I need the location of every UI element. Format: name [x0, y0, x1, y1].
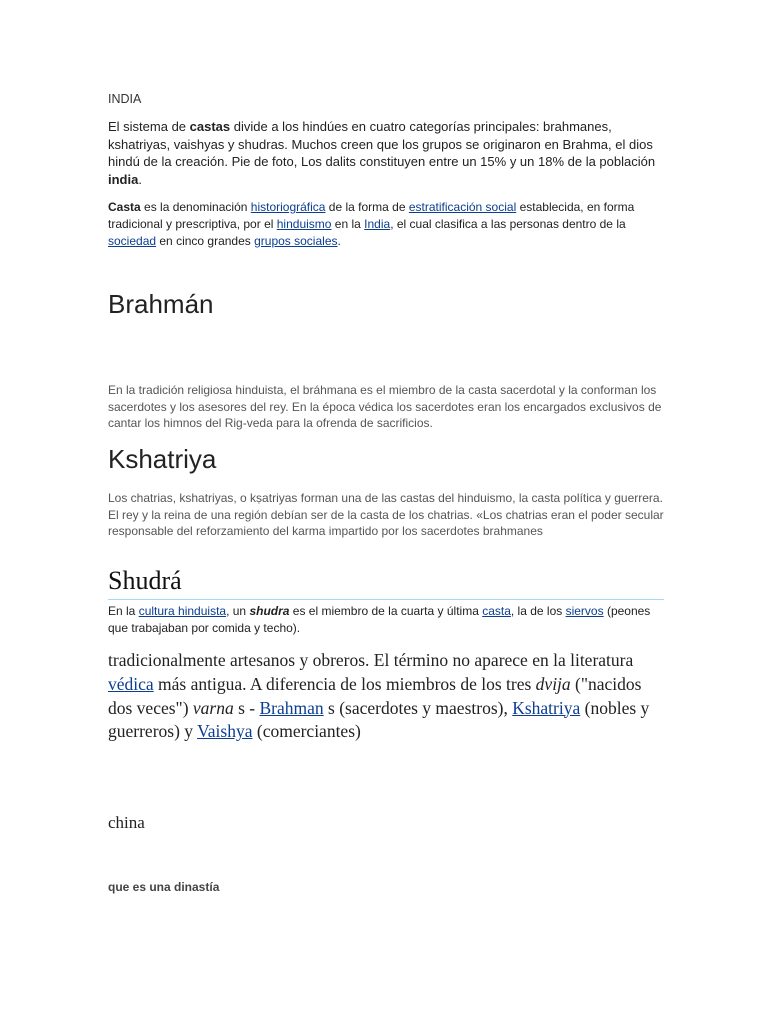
kshatriya-heading: Kshatriya — [108, 444, 217, 474]
link-kshatriya[interactable]: Kshatriya — [512, 697, 581, 718]
link-cultura-hinduista[interactable]: cultura hinduista — [138, 604, 227, 618]
brahman-heading: Brahmán — [108, 289, 214, 319]
link-brahman[interactable]: Brahman — [259, 697, 324, 718]
link-vaishya[interactable]: Vaishya — [197, 721, 253, 742]
link-siervos[interactable]: siervos — [565, 604, 604, 618]
link-grupos-sociales[interactable]: grupos sociales — [254, 234, 338, 248]
china-heading: china — [108, 813, 145, 832]
link-sociedad[interactable]: sociedad — [108, 234, 157, 248]
shudra-definition-paragraph: En la cultura hinduista, un shudra es el miembro de la cuarta y última casta, la de los siervos (peones que trabajaban por comida y techo). — [108, 604, 651, 635]
link-estratificacion-social[interactable]: estratificación social — [408, 200, 517, 214]
link-india[interactable]: India — [364, 217, 391, 231]
dinastia-question: que es una dinastía — [108, 880, 220, 894]
india-heading: INDIA — [108, 92, 142, 106]
link-vedica[interactable]: védica — [108, 673, 154, 694]
link-historiografica[interactable]: historiográfica — [250, 200, 326, 214]
casta-definition-paragraph: Casta es la denominación historiográfica de la forma de estratificación social establecida, en forma tradicional y prescriptiva, por el hinduismo en la India, el cual clasifica a las personas dentro de la sociedad en cinco grandes grupos sociales. — [108, 200, 635, 248]
shudra-heading: Shudrá — [108, 566, 182, 595]
link-hinduismo[interactable]: hinduismo — [276, 217, 332, 231]
castas-intro-paragraph: El sistema de castas divide a los hindúes en cuatro categorías principales: brahmanes, kshatriyas, vaishyas y shudras. Muchos creen que los grupos se originaron en Brahma, el dios hindú de la creación. Pie de foto, Los dalits constituyen entre un 15% y un 18% de la población india. — [108, 119, 656, 187]
brahman-paragraph: En la tradición religiosa hinduista, el bráhmana es el miembro de la casta sacerdotal y la conforman los sacerdotes y los asesores del rey. En la época védica los sacerdotes eran los encargados exclusivos de cantar los himnos del Rig-veda para la ofrenda de sacrificios. — [108, 383, 662, 430]
link-casta[interactable]: casta — [482, 604, 511, 618]
kshatriya-paragraph: Los chatrias, kshatriyas, o kṣatriyas forman una de las castas del hinduismo, la casta política y guerrera. El rey y la reina de una región debían ser de la casta de los chatrias. «Los chatrias eran el poder secular responsable del reforzamiento del karma impartido por los sacerdotes brahmanes — [108, 491, 664, 538]
shudra-detail-paragraph: tradicionalmente artesanos y obreros. El término no aparece en la literatura védica más antigua. A diferencia de los miembros de los tres dvija ("nacidos dos veces") varna s - Brahman s (sacerdotes y maestros), Kshatriya (nobles y guerreros) y Vaishya (comerciantes) — [108, 650, 650, 742]
heading-divider — [108, 599, 664, 600]
